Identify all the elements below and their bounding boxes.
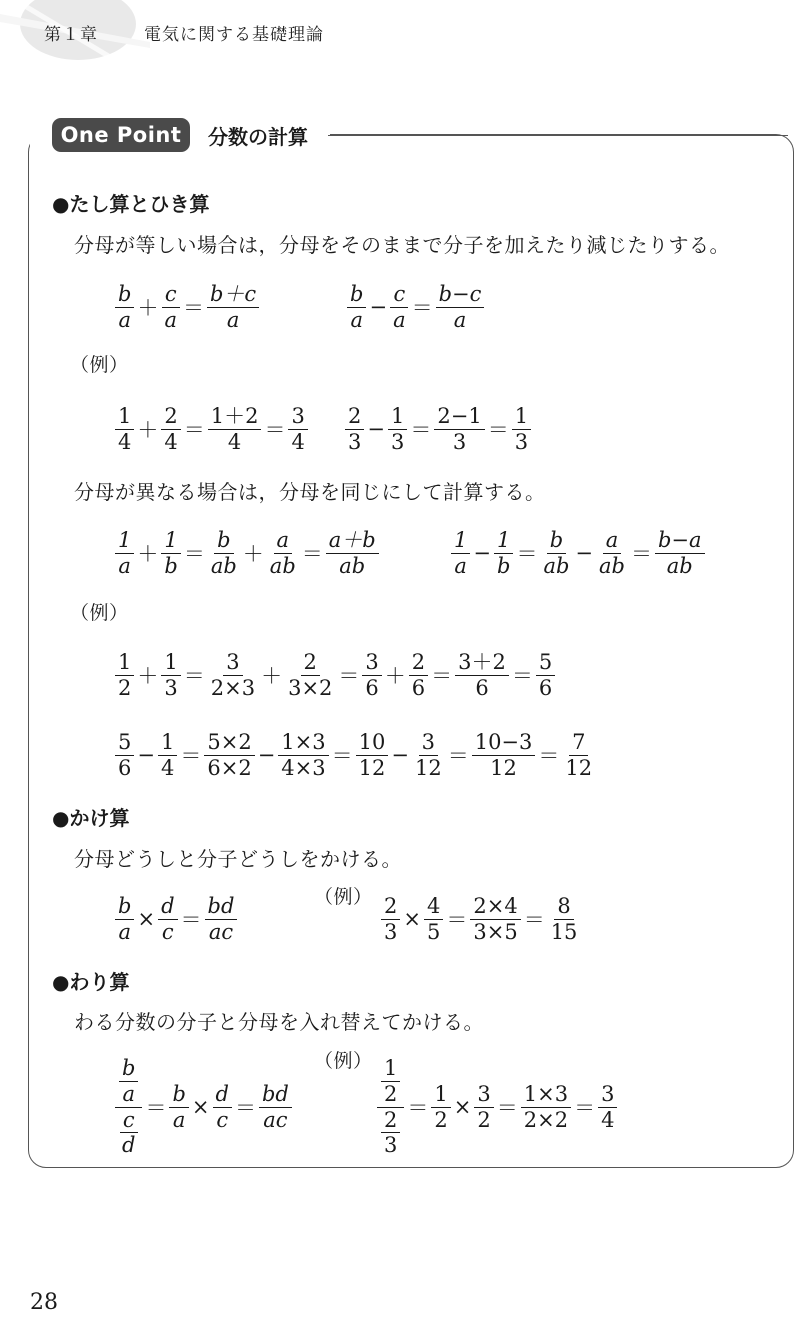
complex-fraction: $\frac{\frac{b}{a}}{\frac{c}{d}}$ [115,1056,142,1158]
formula-subtraction-different-denominator: $\frac{1}{a}$ − $\frac{1}{b}$ ＝ $\frac{b}{ab}$ − $\frac{a}{ab}$ ＝ $\frac{b-a}{ab}$ [450,528,706,579]
example-multiplication: $\frac{2}{3}$ × $\frac{4}{5}$ ＝ $\frac{2\times 4}{3\times 5}$ ＝ $\frac{8}{15}$ [380,894,581,945]
example-label: （例） [70,354,129,376]
example-label: （例） [314,886,373,908]
formula-addition-same-denominator: $\frac{b}{a}$ ＋ $\frac{c}{a}$ ＝ $\frac{b+c}{a}$ [114,282,260,333]
fraction: $\frac{c}{a}$ [390,282,409,333]
example-addition-same-denominator: $\frac{1}{4}$ ＋ $\frac{2}{4}$ ＝ $\frac{1+2}{4}$ ＝ $\frac{3}{4}$ [114,404,309,455]
complex-fraction: $\frac{\frac{1}{2}}{\frac{2}{3}}$ [377,1056,404,1158]
fraction: $\frac{b}{a}$ [115,282,134,333]
same-denominator-text: 分母が等しい場合は，分母をそのままで分子を加えたり減じたりする。 [74,233,730,257]
example-subtraction-same-denominator: $\frac{2}{3}$ − $\frac{1}{3}$ ＝ $\frac{2-1}{3}$ ＝ $\frac{1}{3}$ [344,404,532,455]
formula-subtraction-same-denominator: $\frac{b}{a}$ − $\frac{c}{a}$ ＝ $\frac{b-c}{a}$ [346,282,485,333]
fraction: $\frac{b-c}{a}$ [436,282,485,333]
page-number: 28 [30,1290,58,1315]
formula-addition-different-denominator: $\frac{1}{a}$ ＋ $\frac{1}{b}$ ＝ $\frac{b}{ab}$ ＋ $\frac{a}{ab}$ ＝ $\frac{a+b}{ab}$ [114,528,380,579]
example-label: （例） [314,1050,373,1072]
divide-text: わる分数の分子と分母を入れ替えてかける。 [74,1010,484,1034]
chapter-label: 第１章 [44,25,98,45]
one-point-title: 分数の計算 [208,125,308,149]
formula-division: $\frac{\frac{b}{a}}{\frac{c}{d}}$ ＝ $\frac{b}{a}$ × $\frac{d}{c}$ ＝ $\frac{bd}{ac}$ [114,1056,293,1158]
example-label: （例） [70,602,129,624]
fraction: $\frac{c}{a}$ [161,282,180,333]
chapter-title: 電気に関する基礎理論 [144,25,324,45]
example-addition-different-denominator: $\frac{1}{2}$ ＋ $\frac{1}{3}$ ＝ $\frac{3}{2\times 3}$ ＋ $\frac{2}{3\times 2}$ ＝ $\frac{3}{6}$ ＋ $\frac{2}{6}$ ＝ $\frac{3+2}{6}$ ＝ $\frac{5}{6}$ [114,650,556,701]
one-point-badge: One Point [52,118,190,152]
section-heading-divide: ●わり算 [52,970,130,994]
fraction: $\frac{b+c}{a}$ [207,282,259,333]
section-heading-add-sub: ●たし算とひき算 [52,192,210,216]
formula-multiplication: $\frac{b}{a}$ × $\frac{d}{c}$ ＝ $\frac{bd}{ac}$ [114,894,238,945]
fraction: $\frac{b}{a}$ [347,282,366,333]
panel-title-rule [328,135,788,136]
example-division: $\frac{\frac{1}{2}}{\frac{2}{3}}$ ＝ $\frac{1}{2}$ × $\frac{3}{2}$ ＝ $\frac{1\times 3}{2\times 2}$ ＝ $\frac{3}{4}$ [376,1056,618,1158]
multiply-text: 分母どうしと分子どうしをかける。 [74,847,402,871]
example-subtraction-different-denominator: $\frac{5}{6}$ − $\frac{1}{4}$ ＝ $\frac{5\times 2}{6\times 2}$ − $\frac{1\times 3}{4\times 3}$ ＝ $\frac{10}{12}$ − $\frac{3}{12}$ ＝ $\frac{10-3}{12}$ ＝ $\frac{7}{12}$ [114,730,596,781]
different-denominator-text: 分母が異なる場合は，分母を同じにして計算する。 [74,480,546,504]
section-heading-multiply: ●かけ算 [52,806,130,830]
